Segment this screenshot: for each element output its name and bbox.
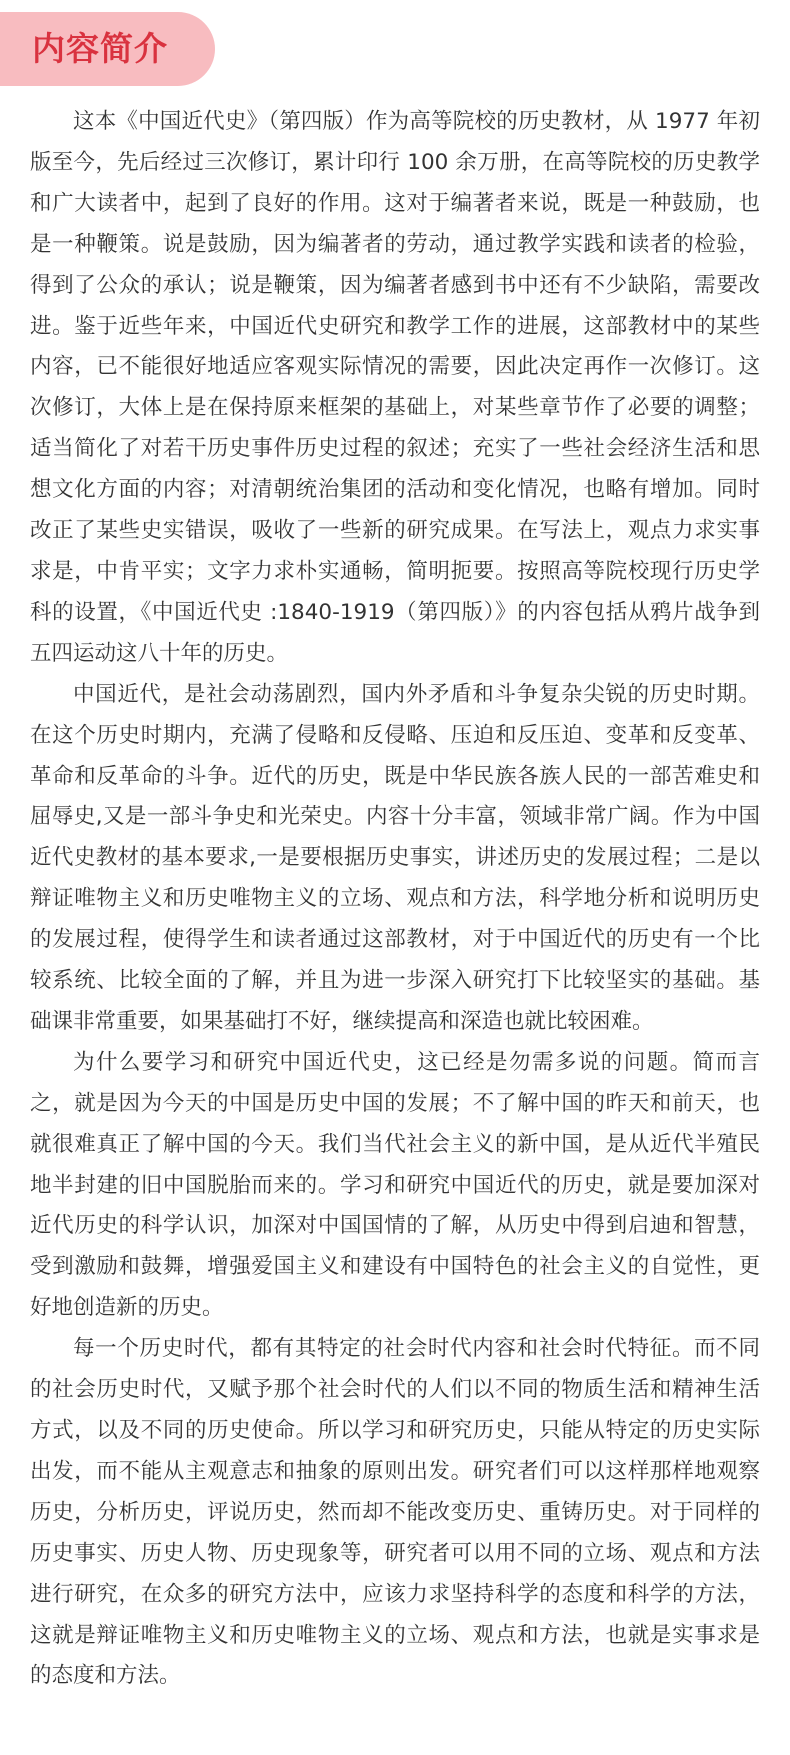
paragraph-4: 每一个历史时代，都有其特定的社会时代内容和社会时代特征。而不同的社会历史时代，又赋予那个社会时代的人们以不同的物质生活和精神生活方式，以及不同的历史使命。所以学习和研究历史，只能从特定的历史实际出发，而不能从主观意志和抽象的原则出发。研究者们可以这样那样地观察历史，分析历史，评说历史，然而却不能改变历史、重铸历史。对于同样的历史事实、历史人物、历史现象等，研究者可以用不同的立场、观点和方法进行研究，在众多的研究方法中，应该力求坚持科学的态度和科学的方法，这就是辩证唯物主义和历史唯物主义的立场、观点和方法，也就是实事求是的态度和方法。 — [30, 1336, 760, 1689]
paragraph-1: 这本《中国近代史》（第四版）作为高等院校的历史教材，从 1977 年初版至今，先后经过三次修订，累计印行 100 余万册，在高等院校的历史教学和广大读者中，起到了良好的作用。这对于编著者来说，既是一种鼓励，也是一种鞭策。说是鼓励，因为编著者的劳动，通过教学实践和读者的检验，得到了公众的承认；说是鞭策，因为编著者感到书中还有不少缺陷，需要改进。鉴于近些年来，中国近代史研究和教学工作的进展，这部教材中的某些内容，已不能很好地适应客观实际情况的需要，因此决定再作一次修订。这次修订，大体上是在保持原来框架的基础上，对某些章节作了必要的调整；适当简化了对若干历史事件历史过程的叙述；充实了一些社会经济生活和思想文化方面的内容；对清朝统治集团的活动和变化情况，也略有增加。同时改正了某些史实错误，吸收了一些新的研究成果。在写法上，观点力求实事求是，中肯平实；文字力求朴实通畅，简明扼要。按照高等院校现行历史学科的设置，《中国近代史 :1840-1919（第四版）》的内容包括从鸦片战争到五四运动这八十年的历史。 — [30, 109, 760, 666]
paragraph-3: 为什么要学习和研究中国近代史，这已经是勿需多说的问题。简而言之，就是因为今天的中国是历史中国的发展；不了解中国的昨天和前天，也就很难真正了解中国的今天。我们当代社会主义的新中国，是从近代半殖民地半封建的旧中国脱胎而来的。学习和研究中国近代的历史，就是要加深对近代历史的科学认识，加深对中国国情的了解，从历史中得到启迪和智慧，受到激励和鼓舞，增强爱国主义和建设有中国特色的社会主义的自觉性，更好地创造新的历史。 — [30, 1049, 760, 1321]
paragraph-2: 中国近代，是社会动荡剧烈，国内外矛盾和斗争复杂尖锐的历史时期。在这个历史时期内，充满了侵略和反侵略、压迫和反压迫、变革和反变革、革命和反革命的斗争。近代的历史，既是中华民族各族人民的一部苦难史和屈辱史,又是一部斗争史和光荣史。内容十分丰富，领域非常广阔。作为中国近代史教材的基本要求,一是要根据历史事实，讲述历史的发展过程；二是以辩证唯物主义和历史唯物主义的立场、观点和方法，科学地分析和说明历史的发展过程，使得学生和读者通过这部教材，对于中国近代的历史有一个比较系统、比较全面的了解，并且为进一步深入研究打下比较坚实的基础。基础课非常重要，如果基础打不好，继续提高和深造也就比较困难。 — [30, 681, 760, 1034]
intro-body — [30, 102, 760, 1697]
section-title: 内容简介 — [32, 29, 168, 68]
